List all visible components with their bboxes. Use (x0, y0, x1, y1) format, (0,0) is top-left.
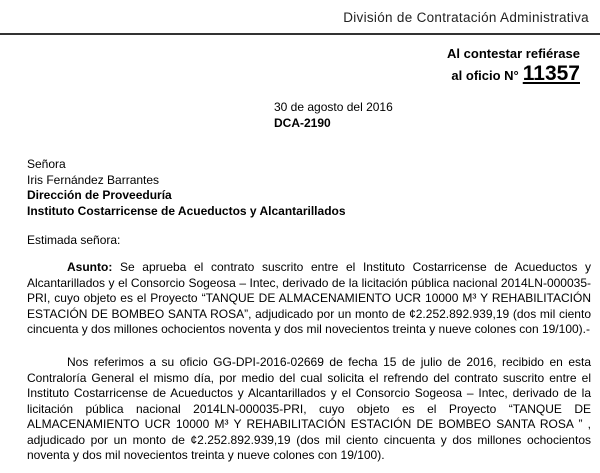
body-paragraph: Nos referimos a su oficio GG-DPI-2016-02669 de fecha 15 de julio de 2016, recibido en esta Contraloría General el mismo día, por medio del cual solicita el refrendo del contrato suscrito entre el Instituto Costarricense de Acueductos y Alcantarillados y el Consorcio Sogeosa – Intec, derivado de la licitación pública nacional 2014LN-000035-PRI, cuyo objeto es el Proyecto “TANQUE DE ALMACENAMIENTO UCR 10000 M³ Y REHABILITACIÓN ESTACIÓN DE BOMBEO SANTA ROSA ” , adjudicado por un monto de ¢2.252.892.939,19 (dos mil ciento cincuenta y dos millones ochocientos noventa y dos mil novecientos treinta y nueve colones con 19/100). (27, 355, 591, 462)
reply-notice-line1: Al contestar refiérase (447, 46, 580, 61)
addressee-institution: Instituto Costarricense de Acueductos y Alcantarillados (27, 203, 346, 218)
subject-paragraph (27, 260, 591, 338)
reply-notice-line2 (447, 64, 580, 86)
division-header: División de Contratación Administrativa (343, 10, 589, 25)
addressee-block (27, 157, 346, 219)
dateline (274, 99, 393, 131)
subject-label: Asunto: (67, 260, 113, 274)
reply-notice (447, 44, 580, 86)
letter-reference: DCA-2190 (274, 116, 331, 130)
salutation: Estimada señora: (27, 233, 121, 247)
addressee-title: Señora (27, 157, 66, 171)
addressee-department: Dirección de Proveeduría (27, 188, 172, 202)
letter-date: 30 de agosto del 2016 (274, 100, 393, 114)
header-divider (0, 33, 600, 35)
addressee-name: Iris Fernández Barrantes (27, 172, 160, 187)
office-label: al oficio N° (451, 68, 519, 83)
subject-text: Se aprueba el contrato suscrito entre el Instituto Costarricense de Acueductos y Alcantarillados y el Consorcio Sogeosa – Intec, derivado de la licitación pública nacional 2014LN-000035-PRI, cuyo objeto es el Proyecto “TANQUE DE ALMACENAMIENTO UCR 10000 M³ Y REHABILITACIÓN ESTACIÓN DE BOMBEO SANTA ROSA”, adjudicado por un monto de ¢2.252.892.939,19 (dos mil ciento cincuenta y dos millones ochocientos noventa y dos mil novecientos treinta y nueve colones con 19/100).- (27, 260, 591, 336)
office-number: 11357 (522, 62, 580, 85)
